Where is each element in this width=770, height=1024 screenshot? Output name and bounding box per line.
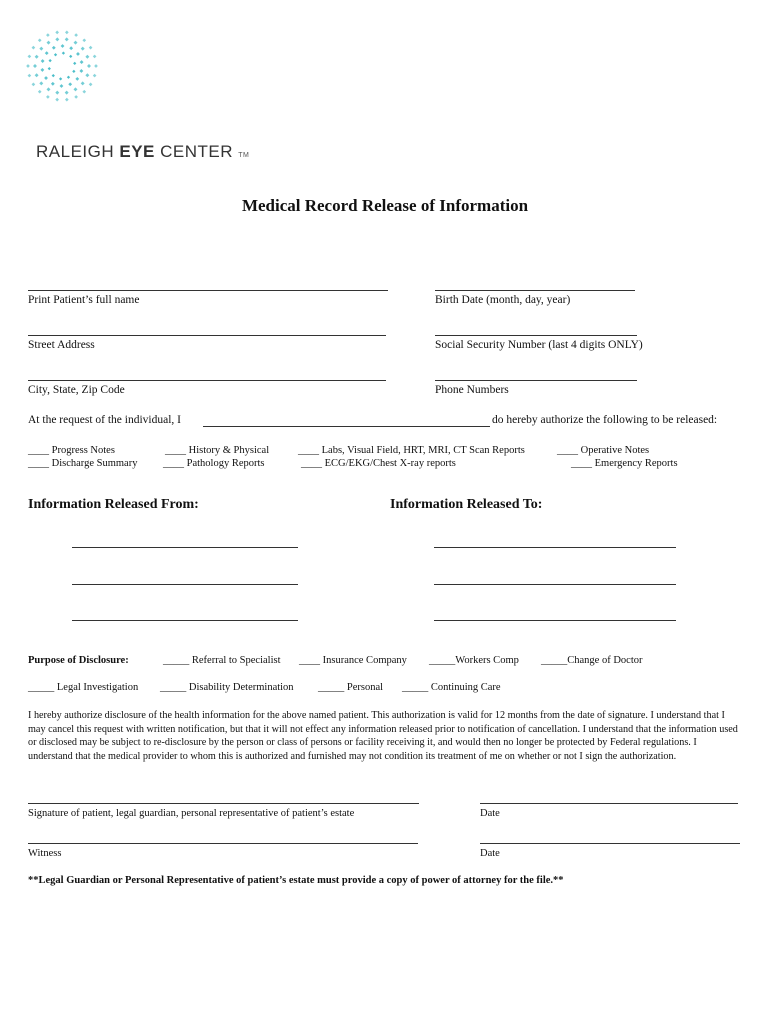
released-to-line-3[interactable] bbox=[434, 620, 676, 621]
option-ecg-reports[interactable]: ____ ECG/EKG/Chest X-ray reports bbox=[301, 458, 456, 469]
full-name-label: Print Patient’s full name bbox=[28, 294, 140, 306]
purpose-personal[interactable]: _____ Personal bbox=[318, 682, 384, 693]
purpose-insurance[interactable]: ____ Insurance Company bbox=[299, 655, 407, 666]
purpose-workers-comp[interactable]: _____Workers Comp bbox=[429, 655, 519, 666]
signature-field[interactable] bbox=[28, 803, 419, 804]
released-from-heading: Information Released From: bbox=[28, 497, 199, 512]
purpose-label: Purpose of Disclosure: bbox=[28, 655, 129, 666]
option-progress-notes[interactable]: ____ Progress Notes bbox=[28, 445, 115, 456]
released-to-heading: Information Released To: bbox=[390, 497, 543, 512]
option-discharge-summary[interactable]: ____ Discharge Summary bbox=[28, 458, 138, 469]
phone-field[interactable] bbox=[435, 380, 637, 381]
witness-date-field[interactable] bbox=[480, 843, 740, 844]
power-of-attorney-note: **Legal Guardian or Personal Representative of patient’s estate must provide a copy of power of attorney for the file.** bbox=[28, 875, 564, 886]
signature-date-field[interactable] bbox=[480, 803, 738, 804]
released-to-line-2[interactable] bbox=[434, 584, 676, 585]
birth-date-label: Birth Date (month, day, year) bbox=[435, 294, 571, 306]
witness-field[interactable] bbox=[28, 843, 418, 844]
purpose-continuing-care[interactable]: _____ Continuing Care bbox=[402, 682, 501, 693]
signature-date-label: Date bbox=[480, 808, 500, 819]
witness-date-label: Date bbox=[480, 848, 500, 859]
option-pathology-reports[interactable]: ____ Pathology Reports bbox=[163, 458, 265, 469]
brand-name-part3: CENTER bbox=[160, 142, 234, 161]
phone-label: Phone Numbers bbox=[435, 384, 509, 396]
signature-label: Signature of patient, legal guardian, personal representative of patient’s estate bbox=[28, 808, 355, 819]
ssn-label: Social Security Number (last 4 digits ONLY) bbox=[435, 339, 643, 351]
ssn-field[interactable] bbox=[435, 335, 637, 336]
released-from-line-2[interactable] bbox=[72, 584, 298, 585]
released-to-line-1[interactable] bbox=[434, 547, 676, 548]
authorizer-name-field[interactable] bbox=[203, 426, 490, 427]
birth-date-field[interactable] bbox=[435, 290, 635, 291]
city-state-zip-label: City, State, Zip Code bbox=[28, 384, 125, 396]
page-title: Medical Record Release of Information bbox=[241, 196, 529, 215]
street-address-label: Street Address bbox=[28, 339, 95, 351]
street-address-field[interactable] bbox=[28, 335, 386, 336]
option-operative-notes[interactable]: ____ Operative Notes bbox=[557, 445, 650, 456]
authorization-prefix: At the request of the individual, I bbox=[28, 414, 181, 426]
authorization-statement: I hereby authorize disclosure of the health information for the above named patient. This authorization is valid for 12 months from the date of signature. I understand that I may cancel this request with written notification, but that it will not effect any information released prior to notification of cancellation. I understand that the information used or disclosed may be subject to re-disclosure by the person or class of persons or facility receiving it, and would then no longer be protected by Federal regulations. I understand that the medical provider to whom this is authorized and furnished may not condition its treatment of me on whether or not I sign the authorization. bbox=[28, 710, 738, 762]
witness-label: Witness bbox=[28, 848, 62, 859]
option-labs-reports[interactable]: ____ Labs, Visual Field, HRT, MRI, CT Scan Reports bbox=[298, 445, 525, 456]
purpose-change-doctor[interactable]: _____Change of Doctor bbox=[541, 655, 643, 666]
full-name-field[interactable] bbox=[28, 290, 388, 291]
raleigh-eye-center-logo-icon bbox=[24, 14, 100, 120]
authorization-suffix: do hereby authorize the following to be released: bbox=[492, 414, 718, 426]
option-emergency-reports[interactable]: ____ Emergency Reports bbox=[571, 458, 678, 469]
city-state-zip-field[interactable] bbox=[28, 380, 386, 381]
released-from-line-1[interactable] bbox=[72, 547, 298, 548]
option-history-physical[interactable]: ____ History & Physical bbox=[165, 445, 270, 456]
released-from-line-3[interactable] bbox=[72, 620, 298, 621]
purpose-referral[interactable]: _____ Referral to Specialist bbox=[163, 655, 281, 666]
brand-name-part1: RALEIGH bbox=[36, 142, 115, 161]
brand-trademark: TM bbox=[238, 152, 250, 159]
brand-name bbox=[36, 142, 249, 162]
brand-name-part2: EYE bbox=[119, 142, 155, 161]
purpose-legal[interactable]: _____ Legal Investigation bbox=[28, 682, 139, 693]
purpose-disability[interactable]: _____ Disability Determination bbox=[160, 682, 294, 693]
